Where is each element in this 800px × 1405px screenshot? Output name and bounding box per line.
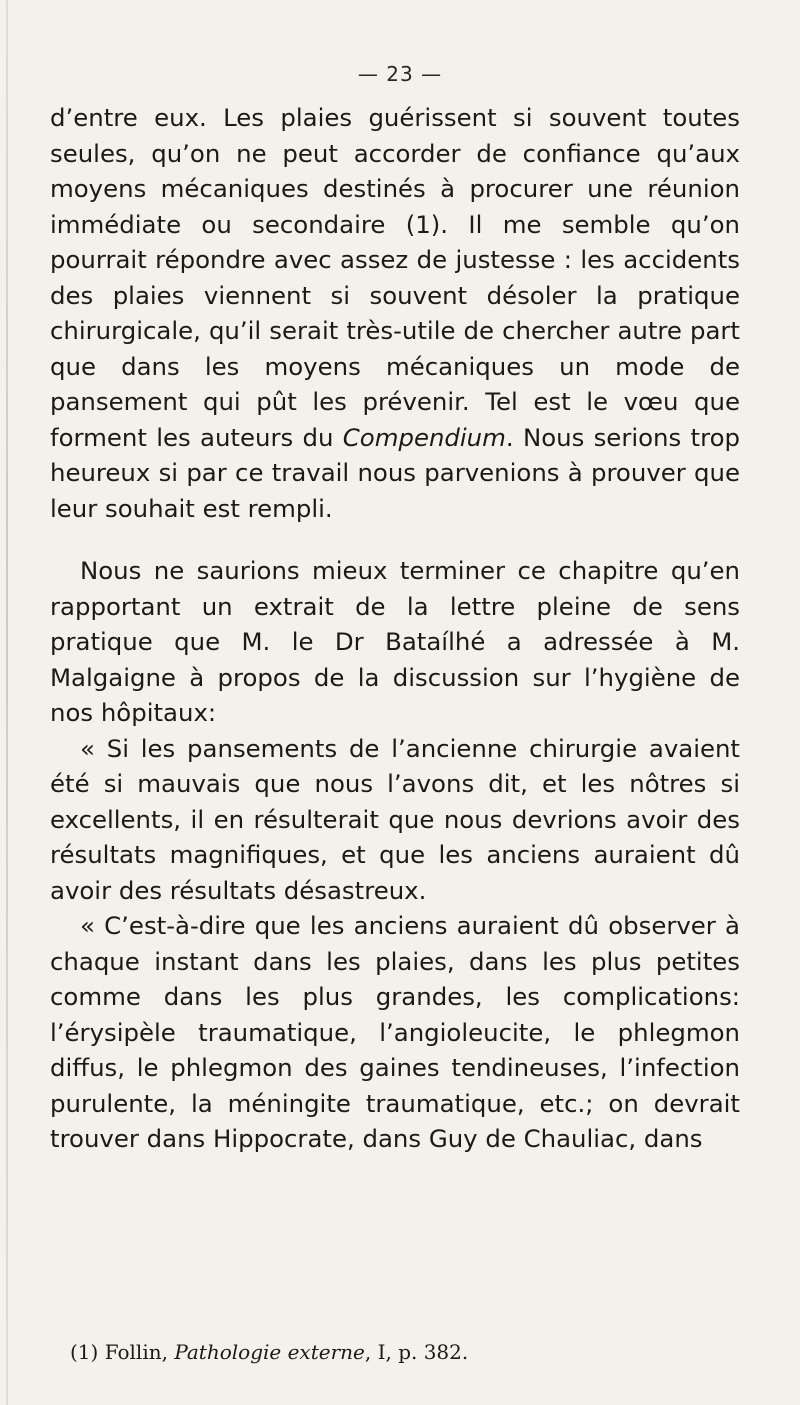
paragraph-2: Nous ne saurions mieux terminer ce chapitre qu’en rapportant un extrait de la lettre pleine de sens pratique que M. le Dr Bataílhé a adressée à M. Malgaigne à propos de la discussion sur l’hygiène de nos hôpitaux: — [50, 556, 740, 727]
paragraph-1 — [50, 100, 740, 526]
paragraph-3: « Si les pansements de l’ancienne chirurgie avaient été si mauvais que nous l’avons dit, et les nôtres si excellents, il en résulterait que nous devrions avoir des résultats magnifiques, et que les anciens auraient dû avoir des résultats désastreux. — [50, 733, 740, 905]
page-edge — [6, 0, 8, 1405]
footnote-reference: , I, p. 382. — [364, 1340, 469, 1364]
compendium-title: Compendium — [342, 422, 506, 452]
paragraph-4: « C’est-à-dire que les anciens auraient dû observer à chaque instant dans les plaies, dans les plus petites comme dans les plus grandes, les complications: l’érysipèle traumatique, l’angioleucite, le phlegmon diffus, le phlegmon des gaines tendineuses, l’infection purulente, la méningite traumatique, etc.; on devrait trouver dans Hippocrate, dans Guy de Chauliac, dans — [50, 911, 740, 1153]
footnote — [70, 1338, 740, 1366]
page-number: — 23 — — [357, 62, 443, 86]
footnote-title: Pathologie externe — [174, 1340, 365, 1364]
footnote-author: Follin, — [98, 1340, 175, 1364]
paragraph-1-text-end: . Nous serions trop heureux si par ce travail nous parvenions à prouver que leur souhait est rempli. — [50, 422, 740, 523]
footnote-marker: (1) — [70, 1340, 99, 1364]
paragraph-1-text: d’entre eux. Les plaies guérissent si souvent toutes seules, qu’on ne peut accorder de confiance qu’aux moyens mécaniques destinés à procurer une réunion immédiate ou secondaire (1). Il me semble qu’on pourrait répondre avec assez de justesse : les accidents des plaies viennent si souvent désoler la pratique chirurgicale, qu’il serait très-utile de chercher autre part que dans les moyens mécaniques un mode de pansement qui pût les prévenir. Tel est le vœu que forment les auteurs du — [50, 103, 740, 452]
body-text — [50, 100, 740, 1157]
